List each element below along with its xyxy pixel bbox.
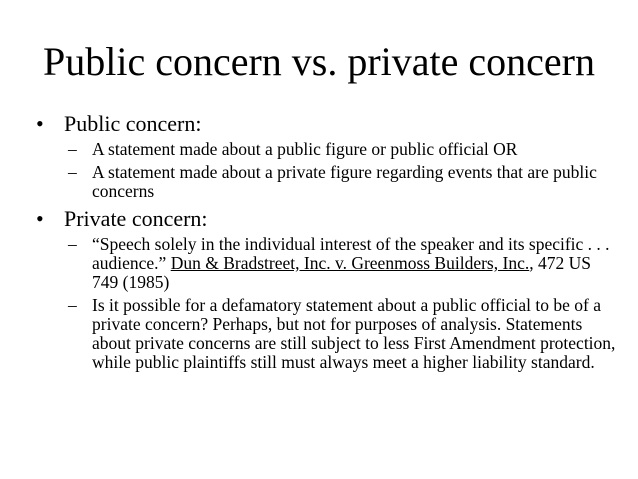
- bullet-private-concern: [36, 207, 616, 231]
- bullet-icon: •: [36, 111, 44, 136]
- bullet-label: Private concern:: [64, 206, 208, 231]
- bullet-icon: •: [36, 206, 44, 231]
- case-link[interactable]: Dun & Bradstreet, Inc. v. Greenmoss Builders, Inc.: [170, 253, 530, 273]
- sub-bullet-text: A statement made about a public figure or public official OR: [92, 139, 518, 159]
- case-citation: , 472 US 749 (1985): [92, 253, 591, 292]
- dash-icon: –: [68, 295, 77, 315]
- slide-title: Public concern vs. private concern: [42, 39, 595, 84]
- bullet-public-concern: [36, 112, 616, 136]
- sub-bullet-text: Is it possible for a defamatory statement about a public official to be of a private concern? Perhaps, but not for purposes of analysis. Statements about private concerns are still subject to less First Amendment protection, while public plaintiffs still must always meet a higher liability standard.: [92, 295, 616, 372]
- dash-icon: –: [68, 139, 77, 159]
- sub-bullet-private-figure-public-events: [64, 163, 616, 201]
- slide-content: [36, 112, 616, 372]
- sub-bullet-public-figure: [64, 140, 616, 159]
- sub-bullet-text: A statement made about a private figure regarding events that are public concerns: [92, 162, 597, 201]
- quote-text: “Speech solely in the individual interest of the speaker and its specific . . . audience.”: [92, 234, 610, 273]
- sub-bullet-question: [64, 296, 616, 372]
- dash-icon: –: [68, 162, 77, 182]
- sub-bullet-speech-quote: [64, 235, 616, 292]
- bullet-label: Public concern:: [64, 111, 202, 136]
- dash-icon: –: [68, 234, 77, 254]
